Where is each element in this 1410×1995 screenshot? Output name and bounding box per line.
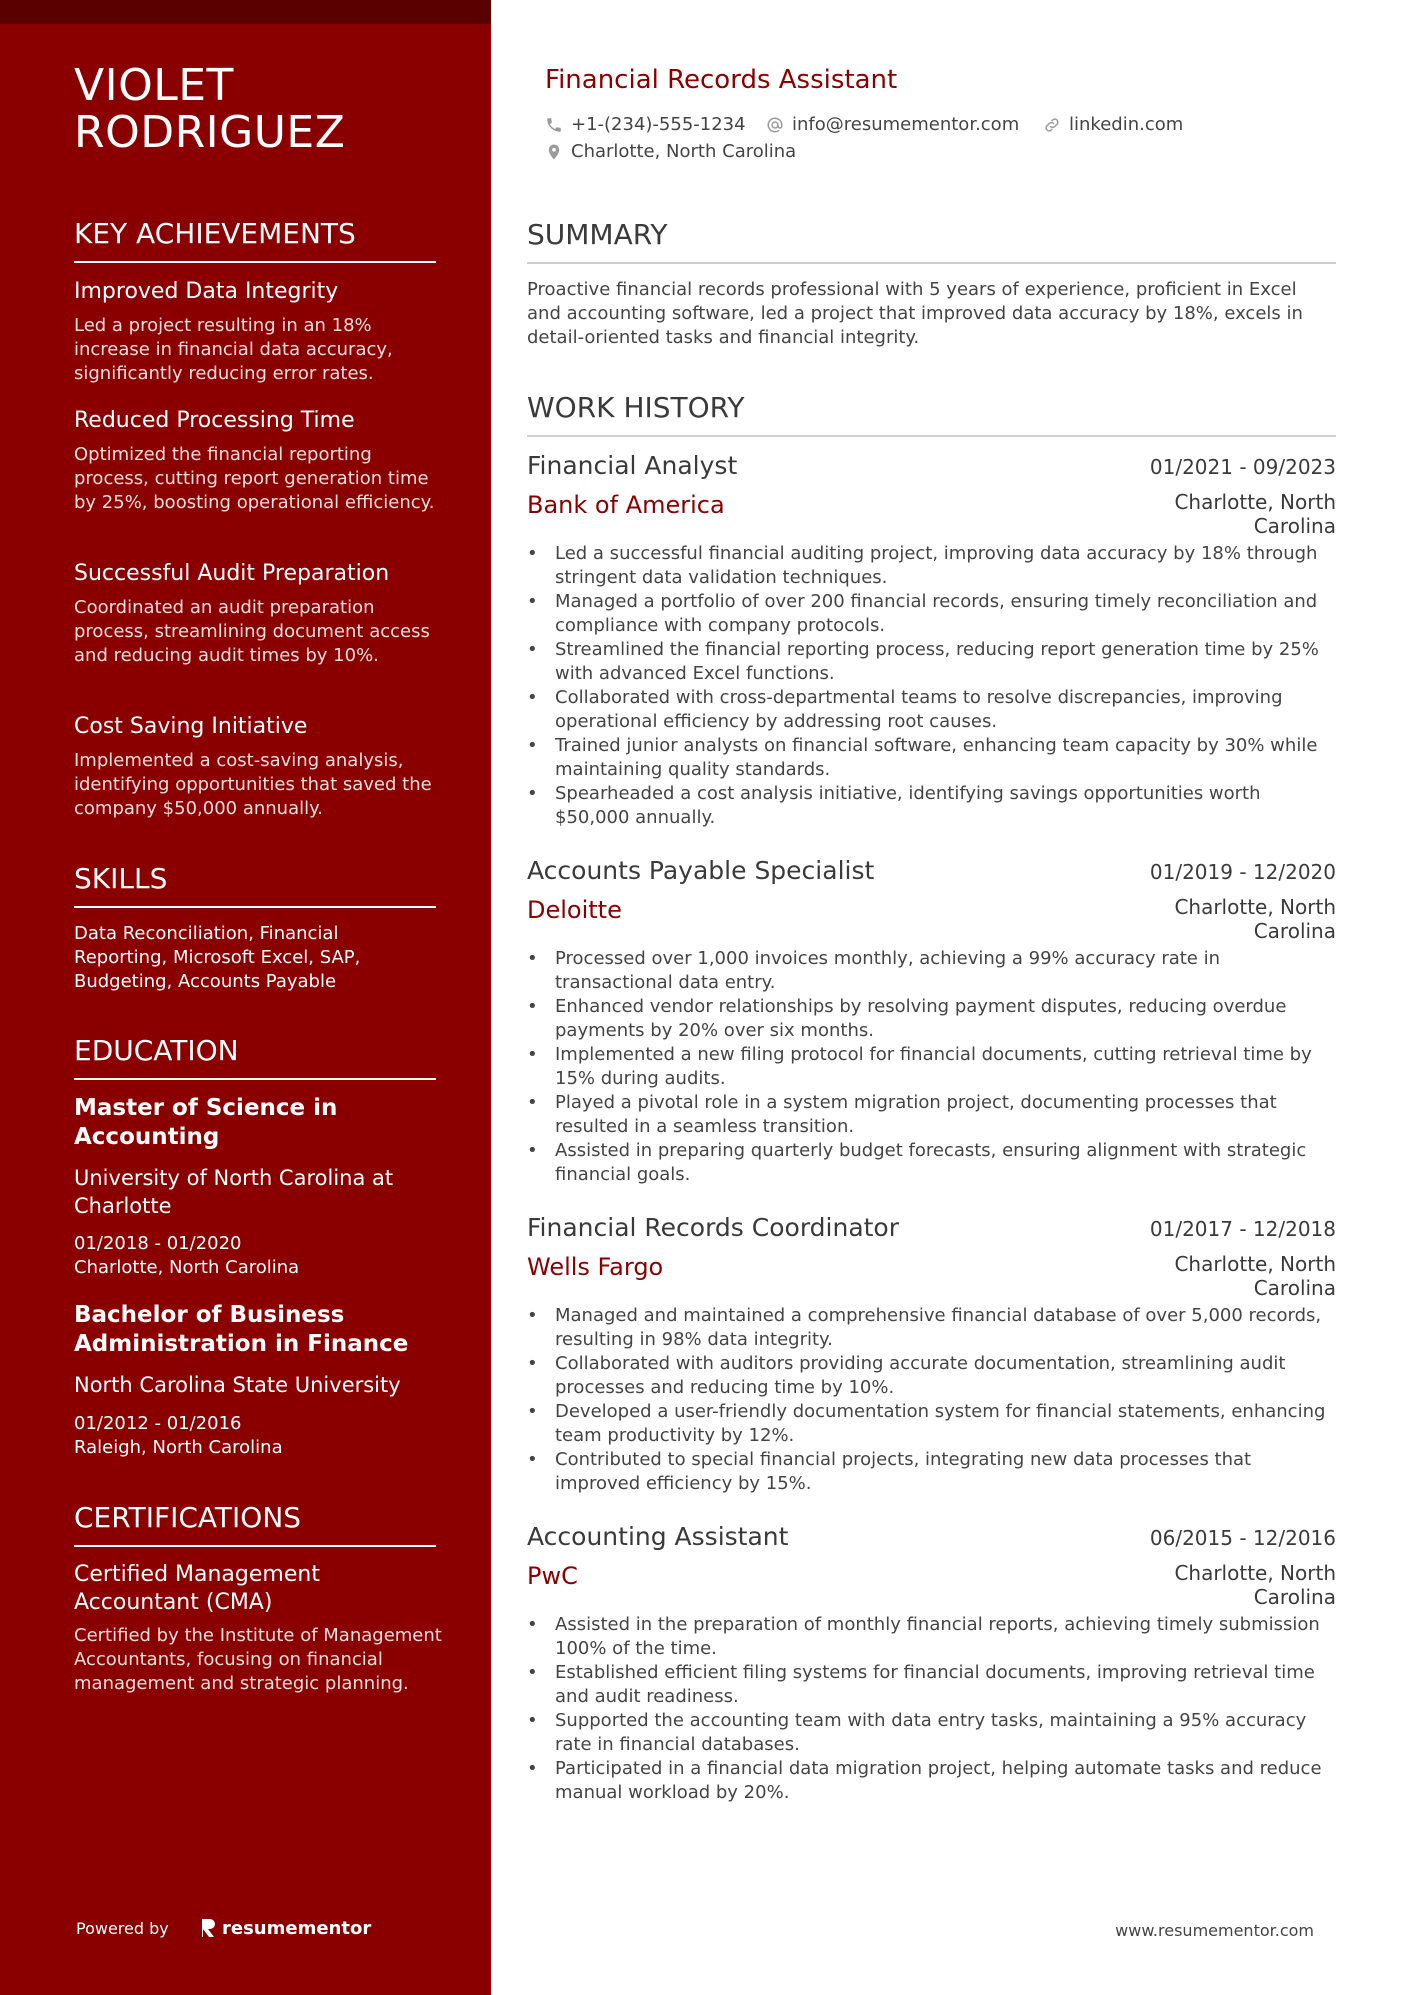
job-bullet: • Managed and maintained a comprehensive financial database of over 5,000 records, resulting in 98% data integrity. bbox=[527, 1304, 1336, 1352]
job-bullet: • Contributed to special financial projects, integrating new data processes that improved efficiency by 15%. bbox=[527, 1448, 1336, 1496]
job-bullet: • Implemented a new filing protocol for financial documents, cutting retrieval time by 15% during audits. bbox=[527, 1043, 1336, 1091]
job-dates: 01/2021 - 09/2023 bbox=[1149, 455, 1336, 479]
achievements-heading: KEY ACHIEVEMENTS bbox=[74, 217, 436, 263]
link-icon bbox=[1043, 116, 1061, 134]
job-position: Accounts Payable Specialist bbox=[527, 856, 875, 885]
job-bullet: • Collaborated with auditors providing accurate documentation, streamlining audit processes and reducing time by 10%. bbox=[527, 1352, 1336, 1400]
job-bullet: • Trained junior analysts on financial software, enhancing team capacity by 30% while maintaining quality standards. bbox=[527, 734, 1336, 782]
job-bullets bbox=[527, 947, 1336, 1187]
job-location: Charlotte, North Carolina bbox=[1174, 490, 1336, 538]
job-bullets bbox=[527, 542, 1336, 830]
contact-location bbox=[545, 140, 796, 164]
email-text: info@resumementor.com bbox=[792, 114, 1020, 135]
job-bullets bbox=[527, 1304, 1336, 1496]
achievement-desc: Implemented a cost-saving analysis, identifying opportunities that saved the company $50,000 annually. bbox=[74, 750, 432, 819]
job-entry bbox=[527, 450, 1336, 830]
resumementor-logo-icon bbox=[200, 1918, 216, 1938]
footer-website-link[interactable]: www.resumementor.com bbox=[1115, 1921, 1314, 1940]
job-bullet: • Collaborated with cross-departmental teams to resolve discrepancies, improving operational efficiency by addressing root causes. bbox=[527, 686, 1336, 734]
job-dates: 01/2019 - 12/2020 bbox=[1149, 860, 1336, 884]
education-heading: EDUCATION bbox=[74, 1034, 436, 1080]
location-text: Charlotte, North Carolina bbox=[571, 141, 797, 162]
job-company: Deloitte bbox=[527, 896, 622, 924]
achievement-title: Cost Saving Initiative bbox=[74, 714, 308, 739]
contact-linkedin[interactable] bbox=[1043, 113, 1183, 137]
achievement-title: Reduced Processing Time bbox=[74, 408, 355, 433]
education-degree: Bachelor of Business Administration in Finance bbox=[74, 1302, 409, 1357]
certification-title: Certified Management Accountant (CMA) bbox=[74, 1562, 320, 1615]
job-bullet: • Participated in a financial data migration project, helping automate tasks and reduce manual workload by 20%. bbox=[527, 1757, 1336, 1805]
job-bullet: • Processed over 1,000 invoices monthly, achieving a 99% accuracy rate in transactional data entry. bbox=[527, 947, 1336, 995]
job-bullet: • Established efficient filing systems for financial documents, improving retrieval time and audit readiness. bbox=[527, 1661, 1336, 1709]
education-degree: Master of Science in Accounting bbox=[74, 1095, 338, 1150]
education-dates: 01/2018 - 01/2020 bbox=[74, 1233, 242, 1254]
job-bullet: • Assisted in the preparation of monthly financial reports, achieving timely submission 100% of the time. bbox=[527, 1613, 1336, 1661]
linkedin-text: linkedin.com bbox=[1069, 114, 1184, 135]
job-location: Charlotte, North Carolina bbox=[1174, 895, 1336, 943]
summary-heading: SUMMARY bbox=[527, 218, 1336, 264]
brand-name: resumementor bbox=[222, 1917, 372, 1939]
job-bullet: • Developed a user-friendly documentation system for financial statements, enhancing team productivity by 12%. bbox=[527, 1400, 1336, 1448]
achievement-desc: Optimized the financial reporting process, cutting report generation time by 25%, boosting operational efficiency. bbox=[74, 444, 435, 513]
skills-list: Data Reconciliation, Financial Reporting, Microsoft Excel, SAP, Budgeting, Accounts Payable bbox=[74, 923, 361, 992]
job-position: Accounting Assistant bbox=[527, 1522, 789, 1551]
candidate-name: VIOLET RODRIGUEZ bbox=[74, 60, 346, 158]
certifications-heading: CERTIFICATIONS bbox=[74, 1501, 436, 1547]
work-history-heading: WORK HISTORY bbox=[527, 391, 1336, 437]
at-sign-icon bbox=[766, 116, 784, 134]
job-company: PwC bbox=[527, 1562, 578, 1590]
powered-by-label: Powered by bbox=[76, 1919, 169, 1938]
certification-desc: Certified by the Institute of Management Accountants, focusing on financial management and strategic planning. bbox=[74, 1625, 442, 1694]
job-dates: 06/2015 - 12/2016 bbox=[1149, 1526, 1336, 1550]
job-entry bbox=[527, 1521, 1336, 1805]
job-position: Financial Records Coordinator bbox=[527, 1213, 900, 1242]
job-bullet: • Supported the accounting team with data entry tasks, maintaining a 95% accuracy rate in financial databases. bbox=[527, 1709, 1336, 1757]
achievement-desc: Led a project resulting in an 18% increase in financial data accuracy, significantly reducing error rates. bbox=[74, 315, 393, 384]
sidebar bbox=[0, 0, 491, 1995]
phone-text: +1-(234)-555-1234 bbox=[571, 114, 746, 135]
achievement-title: Successful Audit Preparation bbox=[74, 561, 390, 586]
job-bullet: • Assisted in preparing quarterly budget forecasts, ensuring alignment with strategic financial goals. bbox=[527, 1139, 1336, 1187]
brand-logo[interactable] bbox=[200, 1915, 371, 1941]
job-bullet: • Streamlined the financial reporting process, reducing report generation time by 25% with advanced Excel functions. bbox=[527, 638, 1336, 686]
job-bullet: • Spearheaded a cost analysis initiative, identifying savings opportunities worth $50,000 annually. bbox=[527, 782, 1336, 830]
job-bullet: • Enhanced vendor relationships by resolving payment disputes, reducing overdue payments by 20% over six months. bbox=[527, 995, 1336, 1043]
job-company: Wells Fargo bbox=[527, 1253, 664, 1281]
job-position: Financial Analyst bbox=[527, 451, 738, 480]
job-bullet: • Played a pivotal role in a system migration project, documenting processes that resulted in a seamless transition. bbox=[527, 1091, 1336, 1139]
job-location: Charlotte, North Carolina bbox=[1174, 1561, 1336, 1609]
location-pin-icon bbox=[545, 143, 563, 161]
education-location: Charlotte, North Carolina bbox=[74, 1257, 300, 1278]
job-location: Charlotte, North Carolina bbox=[1174, 1252, 1336, 1300]
job-bullet: • Led a successful financial auditing project, improving data accuracy by 18% through stringent data validation techniques. bbox=[527, 542, 1336, 590]
job-entry bbox=[527, 1212, 1336, 1496]
skills-heading: SKILLS bbox=[74, 862, 436, 908]
sidebar-top-bar bbox=[0, 0, 491, 24]
job-dates: 01/2017 - 12/2018 bbox=[1149, 1217, 1336, 1241]
contact-phone[interactable] bbox=[545, 113, 746, 137]
summary-text: Proactive financial records professional with 5 years of experience, proficient in Excel and accounting software, led a project that improved data accuracy by 18%, excels in detail-oriented tasks and financial integrity. bbox=[527, 279, 1303, 348]
education-school: University of North Carolina at Charlotte bbox=[74, 1166, 394, 1218]
education-location: Raleigh, North Carolina bbox=[74, 1437, 283, 1458]
achievement-title: Improved Data Integrity bbox=[74, 279, 339, 304]
job-bullet: • Managed a portfolio of over 200 financial records, ensuring timely reconciliation and compliance with company protocols. bbox=[527, 590, 1336, 638]
contact-email[interactable] bbox=[766, 113, 1019, 137]
education-school: North Carolina State University bbox=[74, 1373, 401, 1397]
job-title: Financial Records Assistant bbox=[545, 65, 898, 95]
job-entry bbox=[527, 855, 1336, 1187]
job-bullets bbox=[527, 1613, 1336, 1805]
job-company: Bank of America bbox=[527, 491, 725, 519]
education-dates: 01/2012 - 01/2016 bbox=[74, 1413, 242, 1434]
achievement-desc: Coordinated an audit preparation process, streamlining document access and reducing audit times by 10%. bbox=[74, 597, 430, 666]
phone-icon bbox=[545, 116, 563, 134]
